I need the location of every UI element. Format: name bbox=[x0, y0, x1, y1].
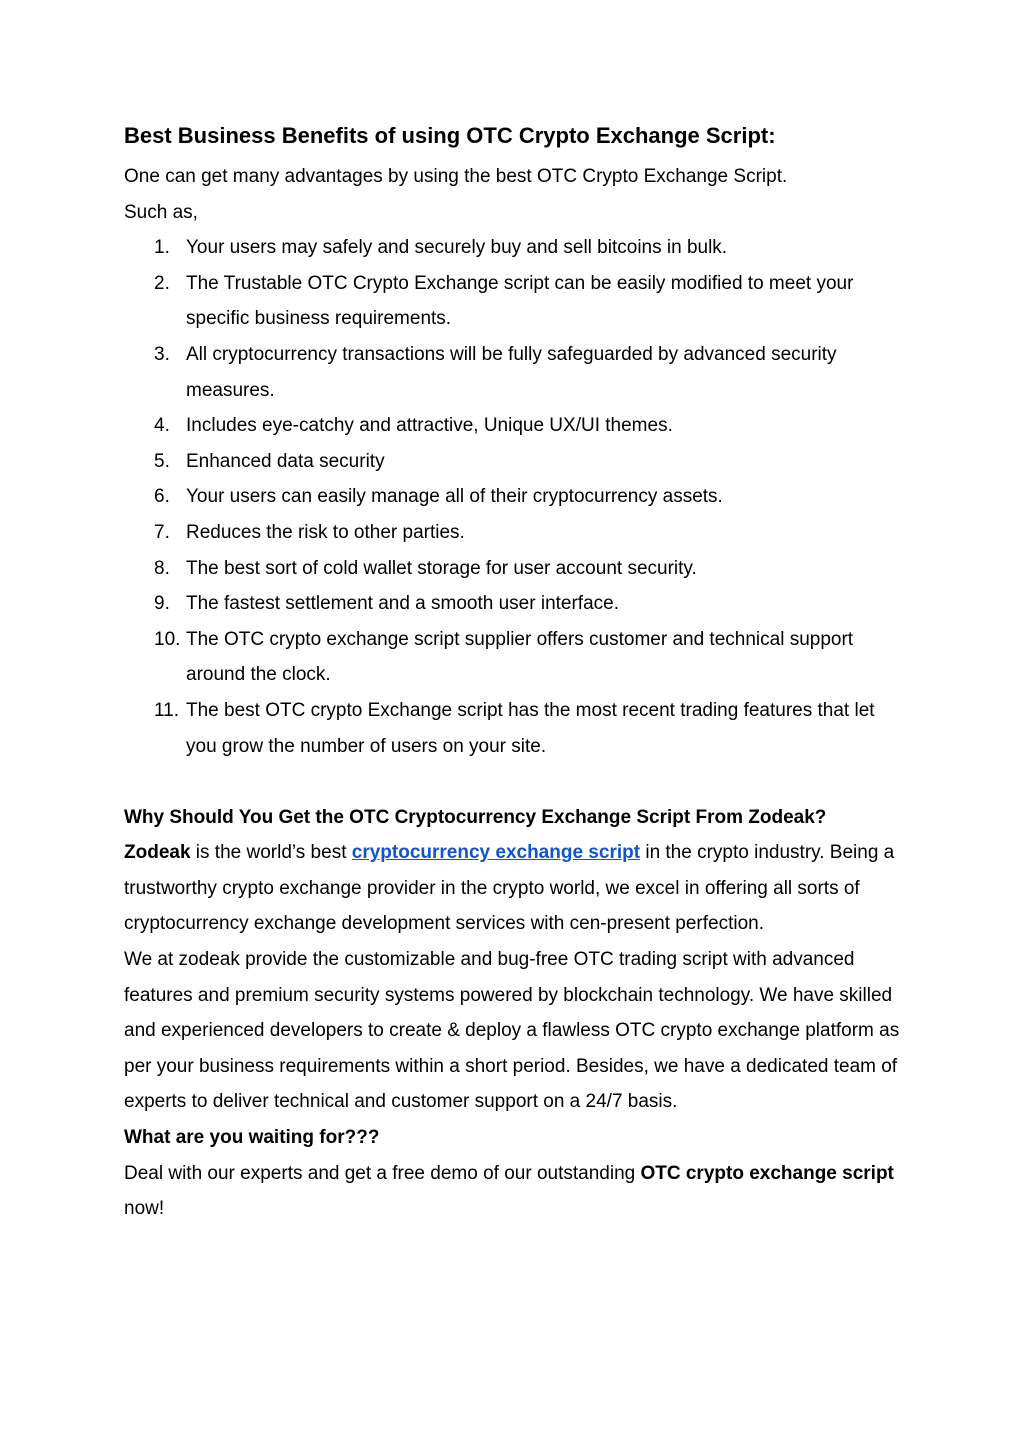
list-item-number: 4. bbox=[154, 415, 170, 437]
list-item-text: Enhanced data security bbox=[186, 450, 385, 472]
list-item-text: Reduces the risk to other parties. bbox=[186, 521, 465, 543]
list-item-text: Includes eye-catchy and attractive, Unique UX/UI themes. bbox=[186, 415, 673, 437]
list-item-number: 6. bbox=[154, 486, 170, 508]
document-page bbox=[124, 120, 904, 1227]
list-item-text: The best OTC crypto Exchange script has the most recent trading features that let you grow the number of users on your site. bbox=[186, 699, 875, 757]
list-item-number: 1. bbox=[154, 237, 170, 259]
exchange-script-link[interactable]: cryptocurrency exchange script bbox=[351, 842, 641, 864]
why-heading: Why Should You Get the OTC Cryptocurrency Exchange Script From Zodeak? bbox=[124, 806, 827, 828]
list-item-text: Your users can easily manage all of their cryptocurrency assets. bbox=[186, 486, 723, 508]
list-item-text: All cryptocurrency transactions will be fully safeguarded by advanced security measures. bbox=[186, 343, 837, 401]
list-item-number: 7. bbox=[154, 521, 170, 543]
list-item bbox=[124, 266, 904, 337]
cta-bold-text: OTC crypto exchange script bbox=[640, 1162, 894, 1184]
cta-text: Deal with our experts and get a free demo of our outstanding bbox=[124, 1162, 641, 1184]
list-item-number: 11. bbox=[154, 699, 180, 721]
provide-paragraph: We at zodeak provide the customizable and bug-free OTC trading script with advanced features and premium security systems powered by blockchain technology. We have skilled and experienced developers to create & deploy a flawless OTC crypto exchange platform as per your business requirements within a short period. Besides, we have a dedicated team of experts to deliver technical and customer support on a 24/7 basis. bbox=[124, 949, 900, 1113]
list-item bbox=[124, 586, 904, 622]
benefits-list bbox=[124, 230, 904, 764]
list-item-text: The fastest settlement and a smooth user interface. bbox=[186, 593, 620, 615]
paragraph-text: in the crypto industry. Being a trustworthy crypto exchange provider in the crypto world, we excel in offering all sorts of cryptocurrency exchange development services with cen-present perfection. bbox=[124, 842, 895, 935]
document-title: Best Business Benefits of using OTC Crypto Exchange Script: bbox=[124, 123, 776, 148]
list-item bbox=[124, 693, 904, 764]
list-item bbox=[124, 337, 904, 408]
list-item-text: The best sort of cold wallet storage for user account security. bbox=[186, 557, 697, 579]
list-item-number: 10. bbox=[154, 628, 181, 650]
list-item-text: The Trustable OTC Crypto Exchange script can be easily modified to meet your specific business requirements. bbox=[186, 272, 854, 330]
cta-text: now! bbox=[124, 1198, 165, 1220]
waiting-heading: What are you waiting for??? bbox=[124, 1127, 380, 1149]
intro-line-1: One can get many advantages by using the best OTC Crypto Exchange Script. bbox=[124, 166, 788, 187]
list-item-number: 8. bbox=[154, 557, 170, 579]
cta-paragraph bbox=[124, 1156, 904, 1227]
paragraph-text: is the world’s best bbox=[190, 842, 352, 864]
list-item bbox=[124, 515, 904, 551]
intro-line-2: Such as, bbox=[124, 201, 198, 223]
list-item bbox=[124, 230, 904, 266]
list-item-text: Your users may safely and securely buy and sell bitcoins in bulk. bbox=[186, 237, 728, 259]
list-item-number: 5. bbox=[154, 450, 170, 472]
brand-name: Zodeak bbox=[124, 842, 191, 864]
zodeak-paragraph bbox=[124, 835, 904, 942]
list-item-number: 2. bbox=[154, 272, 170, 294]
list-item bbox=[124, 479, 904, 515]
list-item-number: 9. bbox=[154, 593, 170, 615]
list-item bbox=[124, 622, 904, 693]
list-item-text: The OTC crypto exchange script supplier offers customer and technical support around the clock. bbox=[186, 628, 854, 686]
list-item bbox=[124, 408, 904, 444]
list-item-number: 3. bbox=[154, 343, 170, 365]
list-item bbox=[124, 444, 904, 480]
list-item bbox=[124, 551, 904, 587]
